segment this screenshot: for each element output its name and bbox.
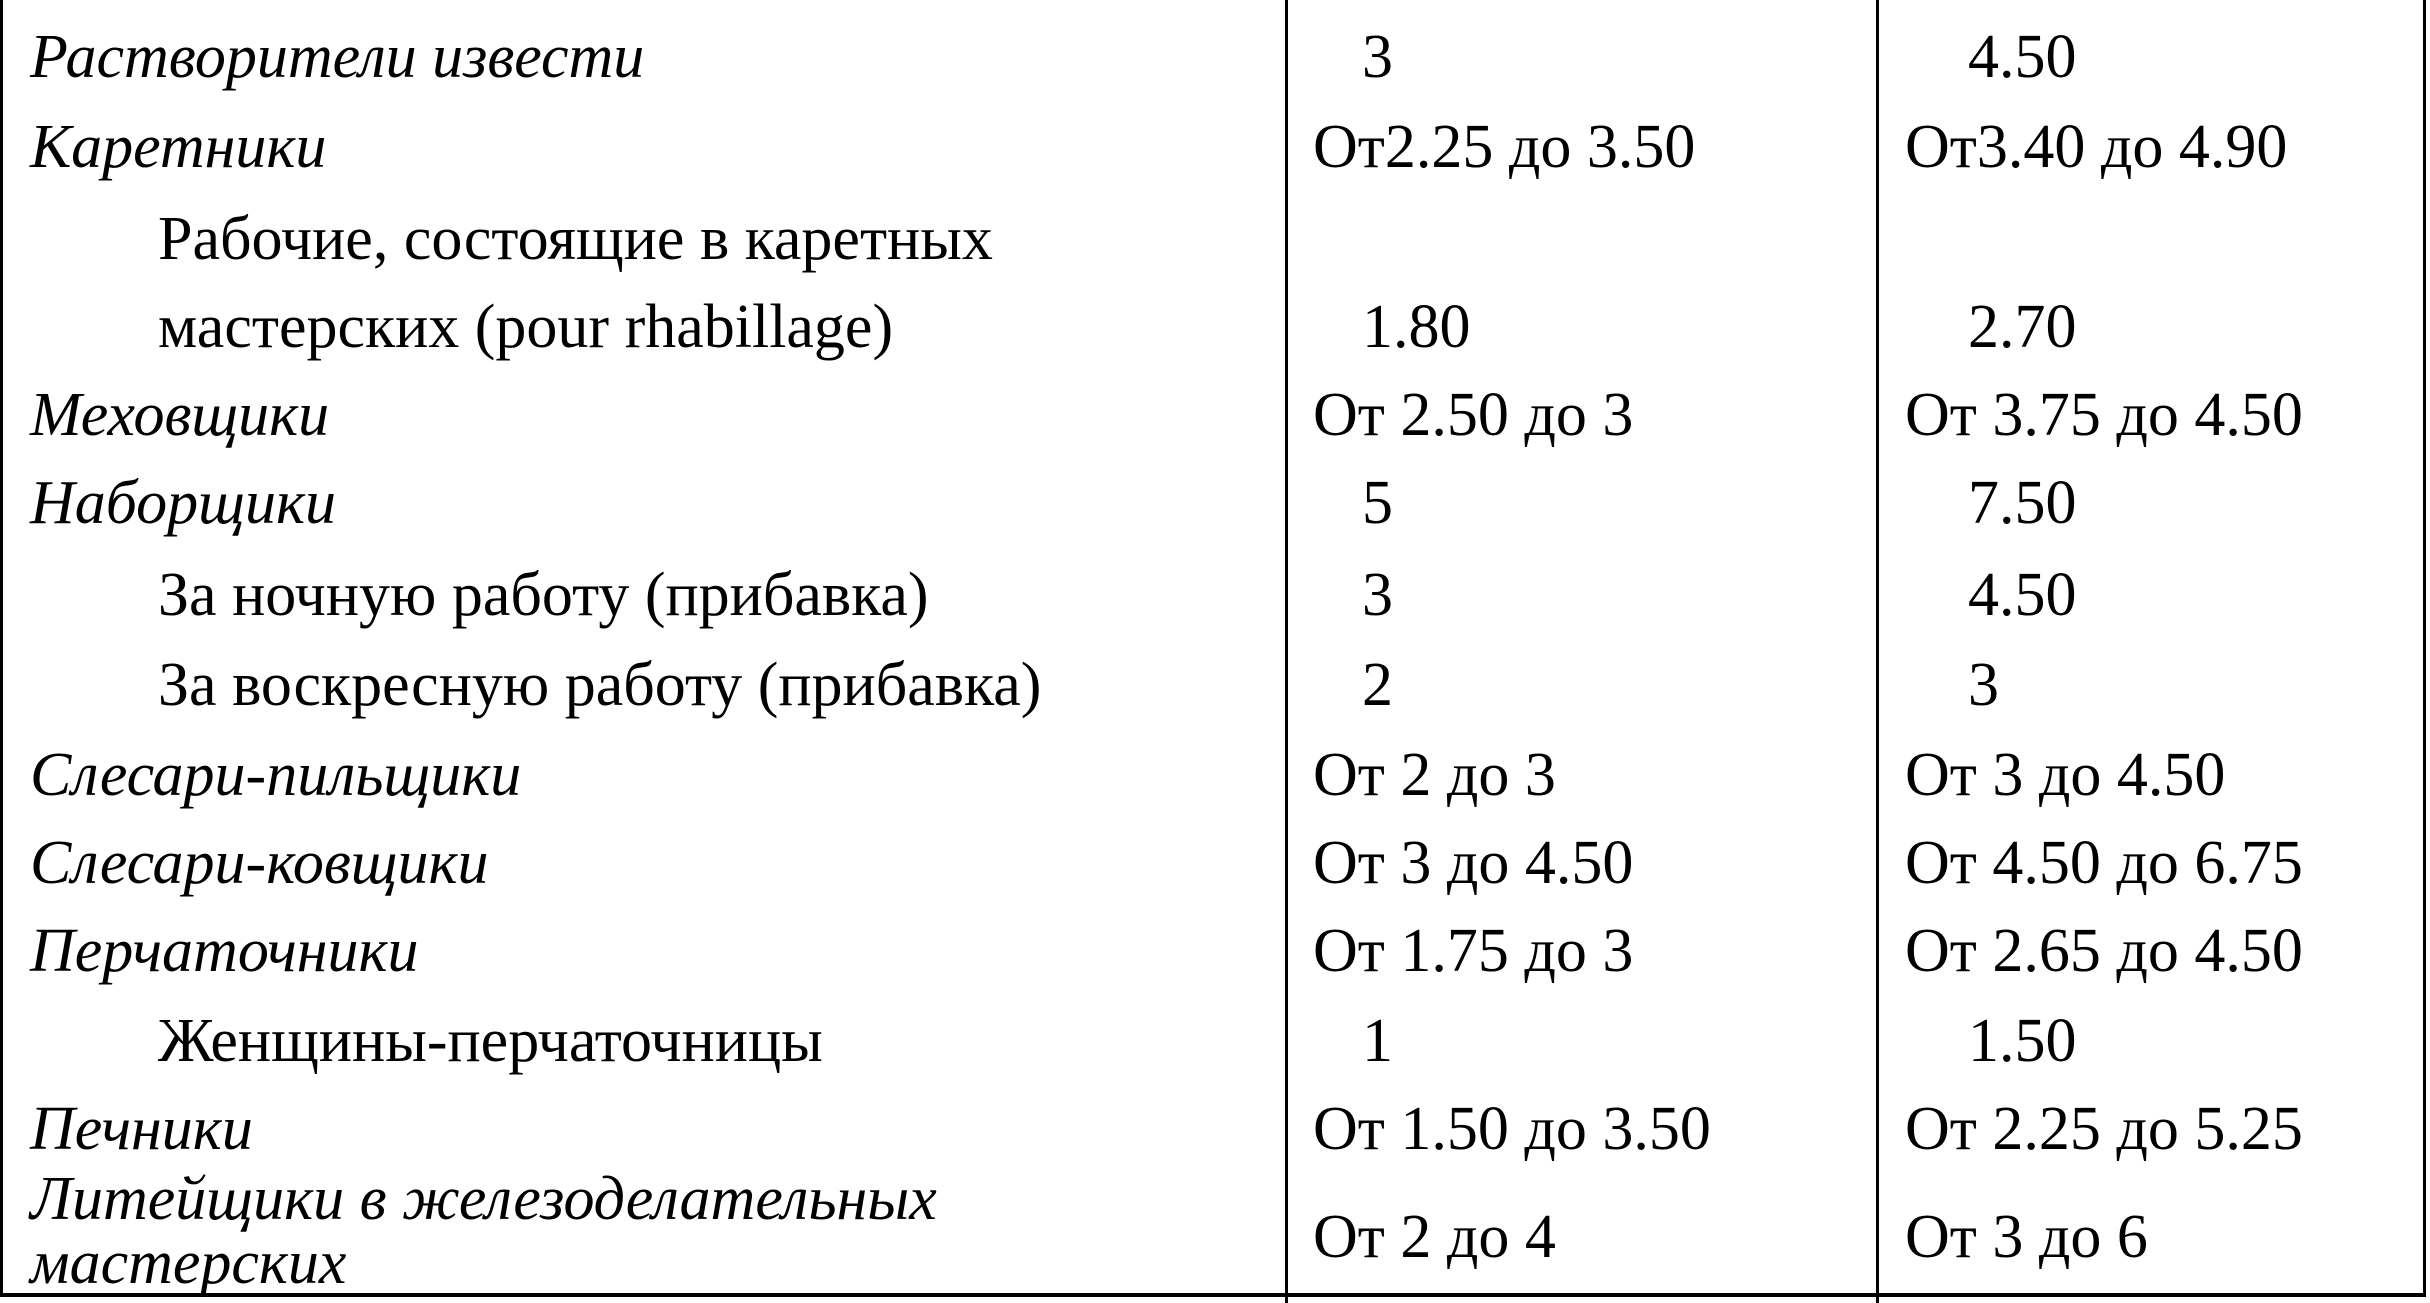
- occupation-name: Рабочие, состоящие в каретных: [158, 205, 993, 273]
- occupation-name: Женщины-перчаточницы: [158, 1007, 823, 1075]
- wage-column-3: 7.50: [1968, 469, 2077, 537]
- wage-column-2: От 1.50 до 3.50: [1313, 1095, 1711, 1163]
- wage-column-2: 1: [1362, 1007, 1393, 1075]
- wage-column-3: 3: [1968, 651, 1999, 719]
- occupation-name: мастерских (pour rhabillage): [158, 293, 894, 361]
- occupation-name: Литейщики в железоделательных: [30, 1165, 937, 1233]
- occupation-name: Печники: [30, 1095, 253, 1163]
- column-divider-1: [1285, 0, 1288, 1303]
- occupation-name: Слесари-пильщики: [30, 741, 522, 809]
- wage-column-2: От 2.50 до 3: [1313, 381, 1634, 449]
- wage-column-3: 2.70: [1968, 293, 2077, 361]
- wage-column-2: От 3 до 4.50: [1313, 829, 1634, 897]
- wage-column-2: От 2 до 4: [1313, 1203, 1556, 1271]
- wage-column-3: От3.40 до 4.90: [1905, 113, 2288, 181]
- occupation-name: За ночную работу (прибавка): [158, 561, 929, 629]
- wage-column-2: 1.80: [1362, 293, 1471, 361]
- wage-column-3: От 2.25 до 5.25: [1905, 1095, 2303, 1163]
- wage-column-2: От 1.75 до 3: [1313, 917, 1634, 985]
- wage-column-3: 1.50: [1968, 1007, 2077, 1075]
- occupation-name: Каретники: [30, 113, 327, 181]
- wage-column-3: От 2.65 до 4.50: [1905, 917, 2303, 985]
- wage-column-2: 5: [1362, 469, 1393, 537]
- occupation-name: Меховщики: [30, 381, 330, 449]
- occupation-name: Наборщики: [30, 469, 336, 537]
- occupation-name: Растворители извести: [30, 23, 645, 91]
- occupation-name: Перчаточники: [30, 917, 419, 985]
- wage-column-3: От 4.50 до 6.75: [1905, 829, 2303, 897]
- wage-column-3: От 3 до 4.50: [1905, 741, 2226, 809]
- wage-column-2: 3: [1362, 23, 1393, 91]
- column-divider-2: [1876, 0, 1879, 1303]
- wage-column-2: 3: [1362, 561, 1393, 629]
- wage-column-2: От2.25 до 3.50: [1313, 113, 1696, 181]
- wage-column-3: 4.50: [1968, 561, 2077, 629]
- wage-column-2: От 2 до 3: [1313, 741, 1556, 809]
- wage-column-3: 4.50: [1968, 23, 2077, 91]
- occupation-name: мастерских: [30, 1229, 347, 1297]
- wage-column-3: От 3.75 до 4.50: [1905, 381, 2303, 449]
- occupation-name: За воскресную работу (прибавка): [158, 651, 1042, 719]
- wage-column-2: 2: [1362, 651, 1393, 719]
- wage-column-3: От 3 до 6: [1905, 1203, 2148, 1271]
- occupation-name: Слесари-ковщики: [30, 829, 489, 897]
